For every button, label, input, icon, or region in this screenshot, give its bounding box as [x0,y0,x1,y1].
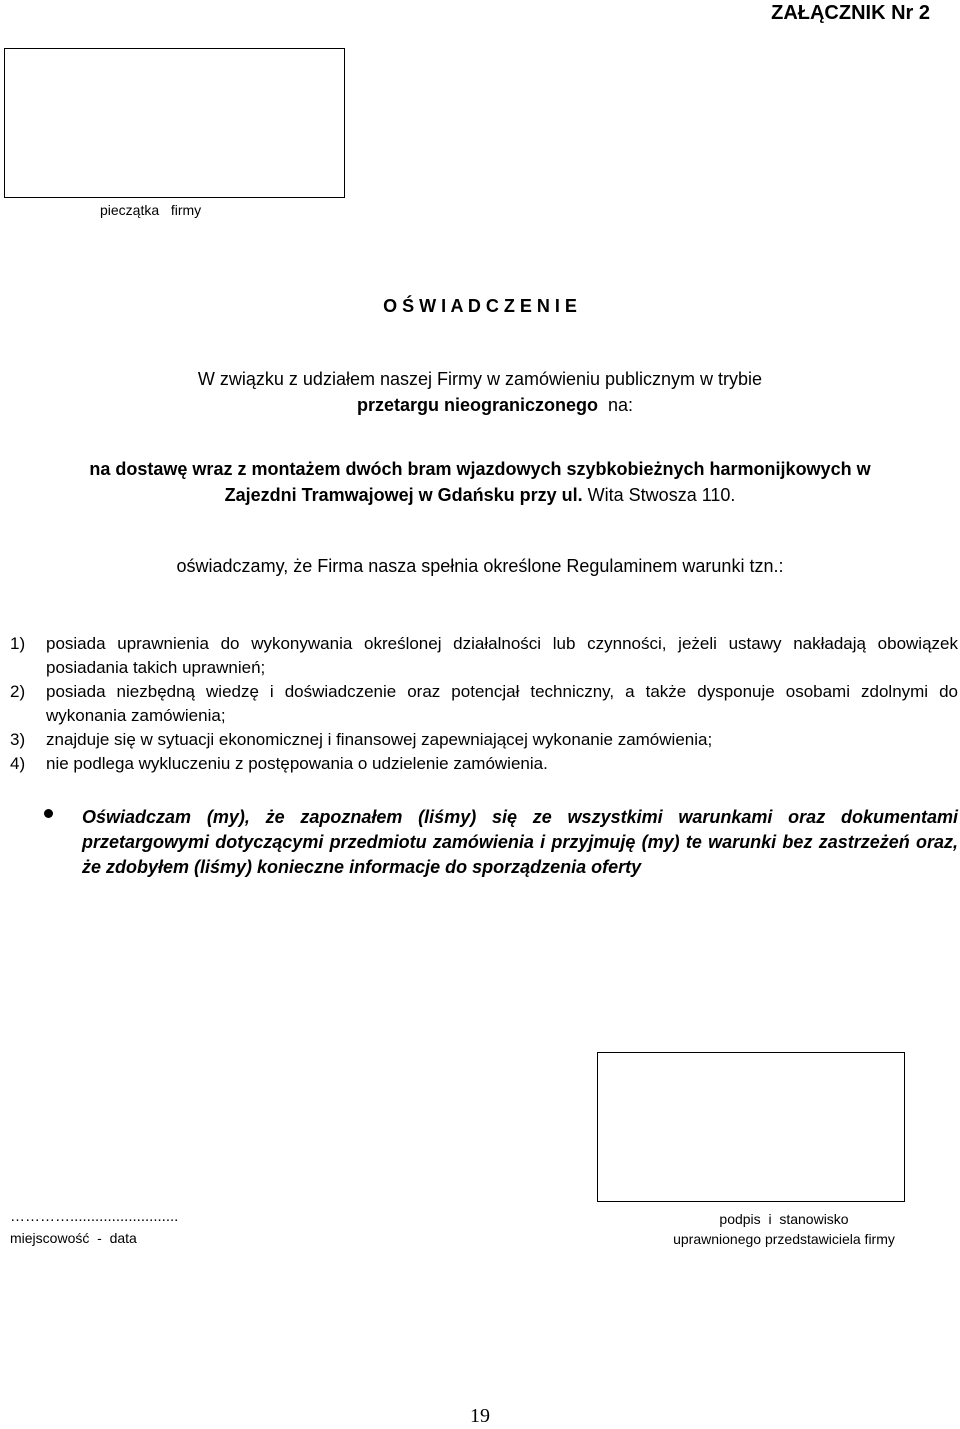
condition-item [10,728,958,752]
company-stamp-label: pieczątka firmy [100,202,202,218]
condition-text: nie podlega wykluczeniu z postępowania o udzielenie zamówienia. [46,754,548,773]
subject-line-1: na dostawę wraz z montażem dwóch bram wjazdowych szybkobieżnych harmonijkowych w [89,459,871,479]
subject-line-2 [0,482,960,508]
condition-text: posiada uprawnienia do wykonywania określonej działalności lub czynności, jeżeli ustawy nakładają obowiązek posiadania takich uprawnień; [46,634,958,677]
condition-text: posiada niezbędną wiedzę i doświadczenie oraz potencjał techniczny, a także dysponuje osobami zdolnymi do wykonania zamówienia; [46,682,958,725]
signature-label-line-1: podpis i stanowisko [719,1211,849,1227]
subject-line-2-bold: Zajezdni Tramwajowej w Gdańsku przy ul. [224,485,583,505]
signature-box [597,1052,905,1202]
subject-line-2-rest: Wita Stwosza 110. [582,485,736,505]
company-stamp-box [4,48,345,198]
place-date-dots: ………….......................... [10,1208,179,1225]
intro-line-2 [0,395,960,416]
annex-label: ZAŁĄCZNIK Nr 2 [771,2,930,24]
condition-item [10,680,958,728]
contract-subject [0,456,960,508]
condition-item [10,752,958,776]
acceptance-statement: Oświadczam (my), że zapoznałem (liśmy) się ze wszystkimi warunkami oraz dokumentami przetargowymi dotyczącymi przedmiotu zamówienia i przyjmuję (my) te warunki bez zastrzeżeń oraz, że zdobyłem (liśmy) konieczne informacje do sporządzenia oferty [82,807,958,877]
bullet-icon [44,809,53,818]
condition-number: 4) [10,754,26,773]
conditions-list [10,632,958,776]
condition-number: 3) [10,730,26,749]
document-title: O Ś W I A D C Z E N I E [383,296,577,316]
tender-mode: przetargu nieograniczonego [356,395,598,415]
condition-item [10,632,958,680]
intro-line-2-rest: na: [598,395,634,415]
declaration-line: oświadczamy, że Firma nasza spełnia określone Regulaminem warunki tzn.: [176,556,784,576]
place-date-label: miejscowość - data [10,1230,137,1246]
page-number: 19 [470,1405,490,1427]
signature-label-line-2: uprawnionego przedstawiciela firmy [673,1231,895,1247]
condition-text: znajduje się w sytuacji ekonomicznej i finansowej zapewniającej wykonanie zamówienia; [46,730,713,749]
condition-number: 1) [10,634,26,653]
intro-line-1: W związku z udziałem naszej Firmy w zamówieniu publicznym w trybie [197,369,763,389]
condition-number: 2) [10,682,26,701]
